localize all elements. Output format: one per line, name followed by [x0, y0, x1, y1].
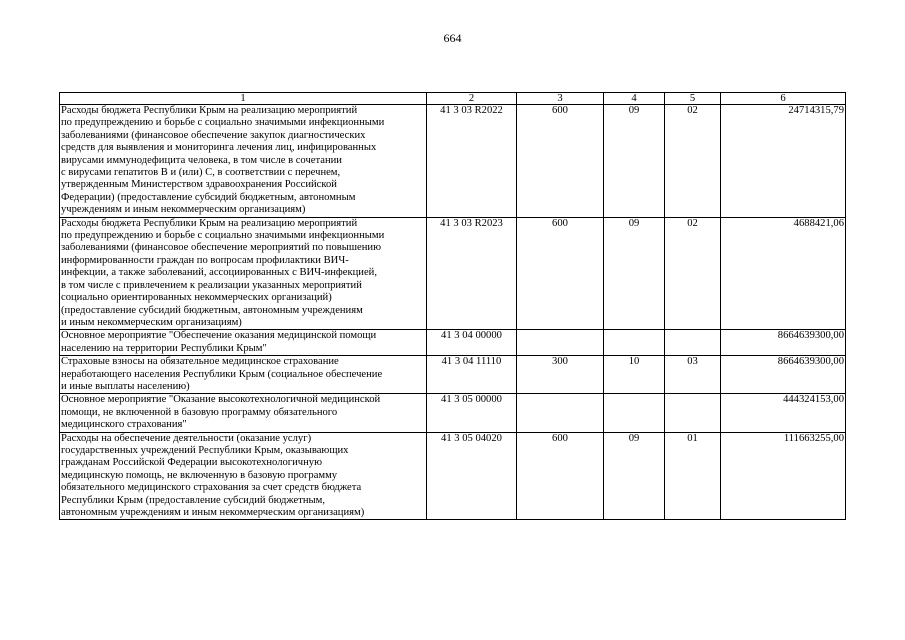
header-col-5: 5 [665, 93, 721, 105]
table-row [60, 356, 846, 394]
header-col-3: 3 [517, 93, 604, 105]
header-col-2: 2 [427, 93, 517, 105]
table-row [60, 394, 846, 432]
row-col-5: 03 [665, 356, 721, 394]
row-code: 41 3 03 R2023 [427, 217, 517, 330]
row-col-5 [665, 394, 721, 432]
row-code: 41 3 03 R2022 [427, 105, 517, 218]
row-col-5: 02 [665, 105, 721, 218]
table-row [60, 330, 846, 356]
row-description: Основное мероприятие "Оказание высокотехнологичной медицинской помощи, не включенной в базовую программу обязательного медицинского страхования" [60, 394, 427, 432]
row-description: Расходы бюджета Республики Крым на реализацию мероприятий по предупреждению и борьбе с социально значимыми инфекционными заболеваниями (финансовое обеспечение закупок диагностических средств для выявления и мониторинга лечения лиц, инфицированных вирусами иммунодефицита человека, в том числе в сочетании с вирусами гепатитов В и (или) С, в соответствии с перечнем, утвержденным Министерством здравоохранения Российской Федерации) (предоставление субсидий бюджетным, автономным учреждениям и иным некоммерческим организациям) [60, 105, 427, 218]
row-col-3: 600 [517, 432, 604, 520]
row-description: Страховые взносы на обязательное медицинское страхование неработающего населения Республики Крым (социальное обеспечение и иные выплаты населению) [60, 356, 427, 394]
row-code: 41 3 04 11110 [427, 356, 517, 394]
row-code: 41 3 05 04020 [427, 432, 517, 520]
row-col-4: 09 [604, 217, 665, 330]
page-number: 664 [443, 31, 462, 45]
row-amount: 8664639300,00 [721, 330, 846, 356]
row-col-5 [665, 330, 721, 356]
row-description: Расходы на обеспечение деятельности (оказание услуг) государственных учреждений Республики Крым, оказывающих гражданам Российской Федерации высокотехнологичную медицинскую помощь, не включенную в базовую программу обязательного медицинского страхования за счет средств бюджета Республики Крым (предоставление субсидий бюджетным, автономным учреждениям и иным некоммерческим организациям) [60, 432, 427, 520]
budget-table [59, 92, 846, 520]
row-description: Расходы бюджета Республики Крым на реализацию мероприятий по предупреждению и борьбе с социально значимыми инфекционными заболеваниями (финансовое обеспечение мероприятий по повышению информированности граждан по вопросам профилактики ВИЧ- инфекции, а также заболеваний, ассоциированных с ВИЧ-инфекцией, в том числе с привлечением к реализации указанных мероприятий социально ориентированных некоммерческих организаций) (предоставление субсидий бюджетным, автономным учреждениям и иным некоммерческим организациям) [60, 217, 427, 330]
table-row [60, 105, 846, 218]
row-col-4: 10 [604, 356, 665, 394]
row-col-3: 300 [517, 356, 604, 394]
row-code: 41 3 04 00000 [427, 330, 517, 356]
table-row [60, 217, 846, 330]
row-col-4: 09 [604, 105, 665, 218]
row-col-5: 01 [665, 432, 721, 520]
row-col-3: 600 [517, 105, 604, 218]
row-description: Основное мероприятие "Обеспечение оказания медицинской помощи населению на территории Республики Крым" [60, 330, 427, 356]
header-col-1: 1 [60, 93, 427, 105]
header-col-4: 4 [604, 93, 665, 105]
header-row [60, 93, 846, 105]
row-col-3 [517, 330, 604, 356]
row-amount: 24714315,79 [721, 105, 846, 218]
header-col-6: 6 [721, 93, 846, 105]
row-col-4 [604, 330, 665, 356]
row-col-3: 600 [517, 217, 604, 330]
row-col-4: 09 [604, 432, 665, 520]
row-amount: 111663255,00 [721, 432, 846, 520]
row-amount: 8664639300,00 [721, 356, 846, 394]
table-row [60, 432, 846, 520]
row-amount: 4688421,06 [721, 217, 846, 330]
row-amount: 444324153,00 [721, 394, 846, 432]
row-col-4 [604, 394, 665, 432]
row-col-5: 02 [665, 217, 721, 330]
row-col-3 [517, 394, 604, 432]
row-code: 41 3 05 00000 [427, 394, 517, 432]
